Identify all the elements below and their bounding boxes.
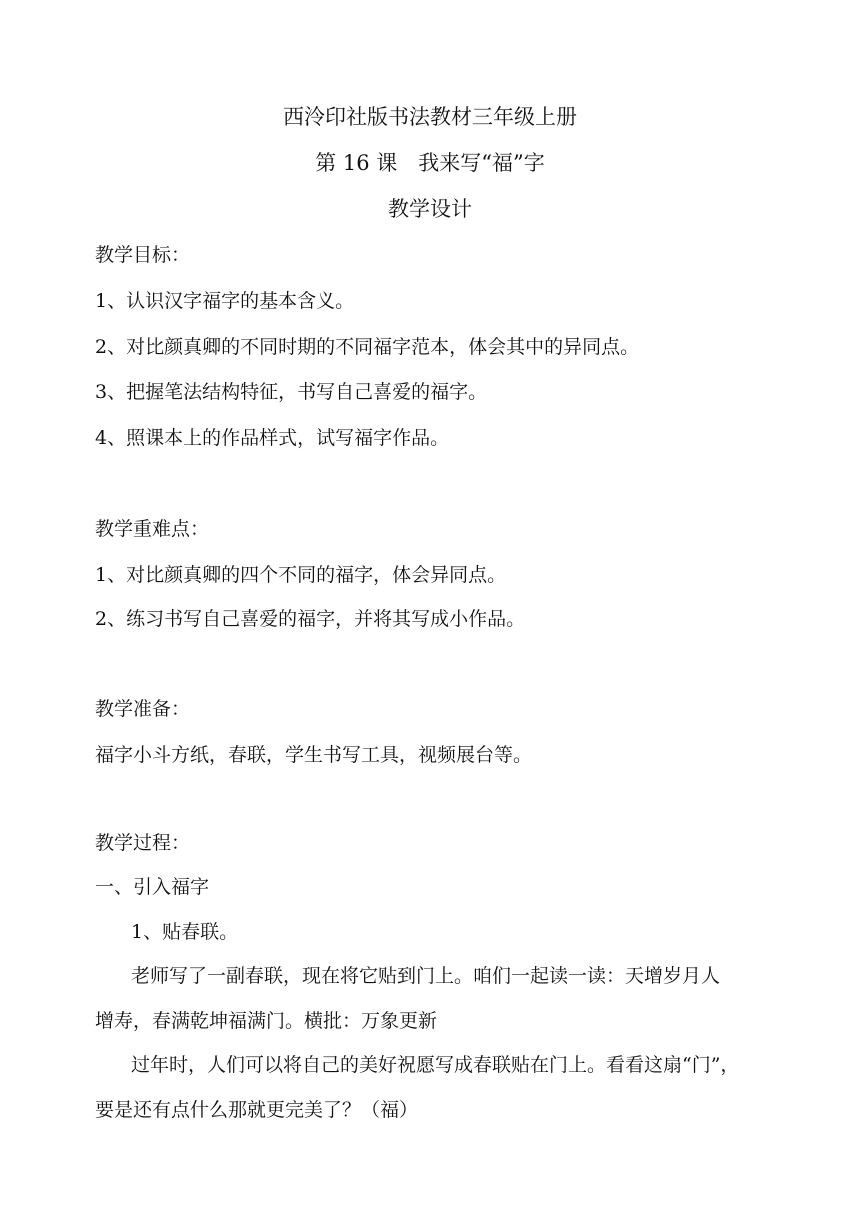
objective-item: 4、照课本上的作品样式，试写福字作品。 — [95, 427, 450, 449]
objective-item: 3、把握笔法结构特征，书写自己喜爱的福字。 — [95, 381, 488, 403]
key-points-heading: 教学重难点： — [95, 518, 210, 540]
process-section-heading: 一、引入福字 — [95, 876, 210, 898]
title-design: 教学设计 — [388, 197, 472, 221]
objective-item: 1、认识汉字福字的基本含义。 — [95, 290, 355, 312]
paragraph-line: 老师写了一副春联，现在将它贴到门上。咱们一起读一读：天增岁月人 — [131, 965, 721, 987]
key-point-item: 2、练习书写自己喜爱的福字，并将其写成小作品。 — [95, 608, 526, 630]
key-point-item: 1、对比颜真卿的四个不同的福字，体会异同点。 — [95, 564, 507, 586]
title-lesson: 第 16 课 我来写“福”字 — [315, 151, 545, 175]
paragraph-line: 要是还有点什么那就更完美了？（福） — [95, 1099, 419, 1121]
process-heading: 教学过程： — [95, 832, 191, 854]
paragraph-line: 增寿，春满乾坤福满门。横批：万象更新 — [95, 1010, 438, 1032]
objective-item: 2、对比颜真卿的不同时期的不同福字范本，体会其中的异同点。 — [95, 336, 640, 358]
preparation-heading: 教学准备： — [95, 698, 191, 720]
objectives-heading: 教学目标： — [95, 244, 191, 266]
process-step: 1、贴春联。 — [131, 921, 239, 943]
paragraph-line: 过年时，人们可以将自己的美好祝愿写成春联贴在门上。看看这扇“门”， — [131, 1054, 740, 1076]
preparation-text: 福字小斗方纸，春联，学生书写工具，视频展台等。 — [95, 744, 533, 766]
title-textbook: 西泠印社版书法教材三年级上册 — [283, 105, 577, 129]
